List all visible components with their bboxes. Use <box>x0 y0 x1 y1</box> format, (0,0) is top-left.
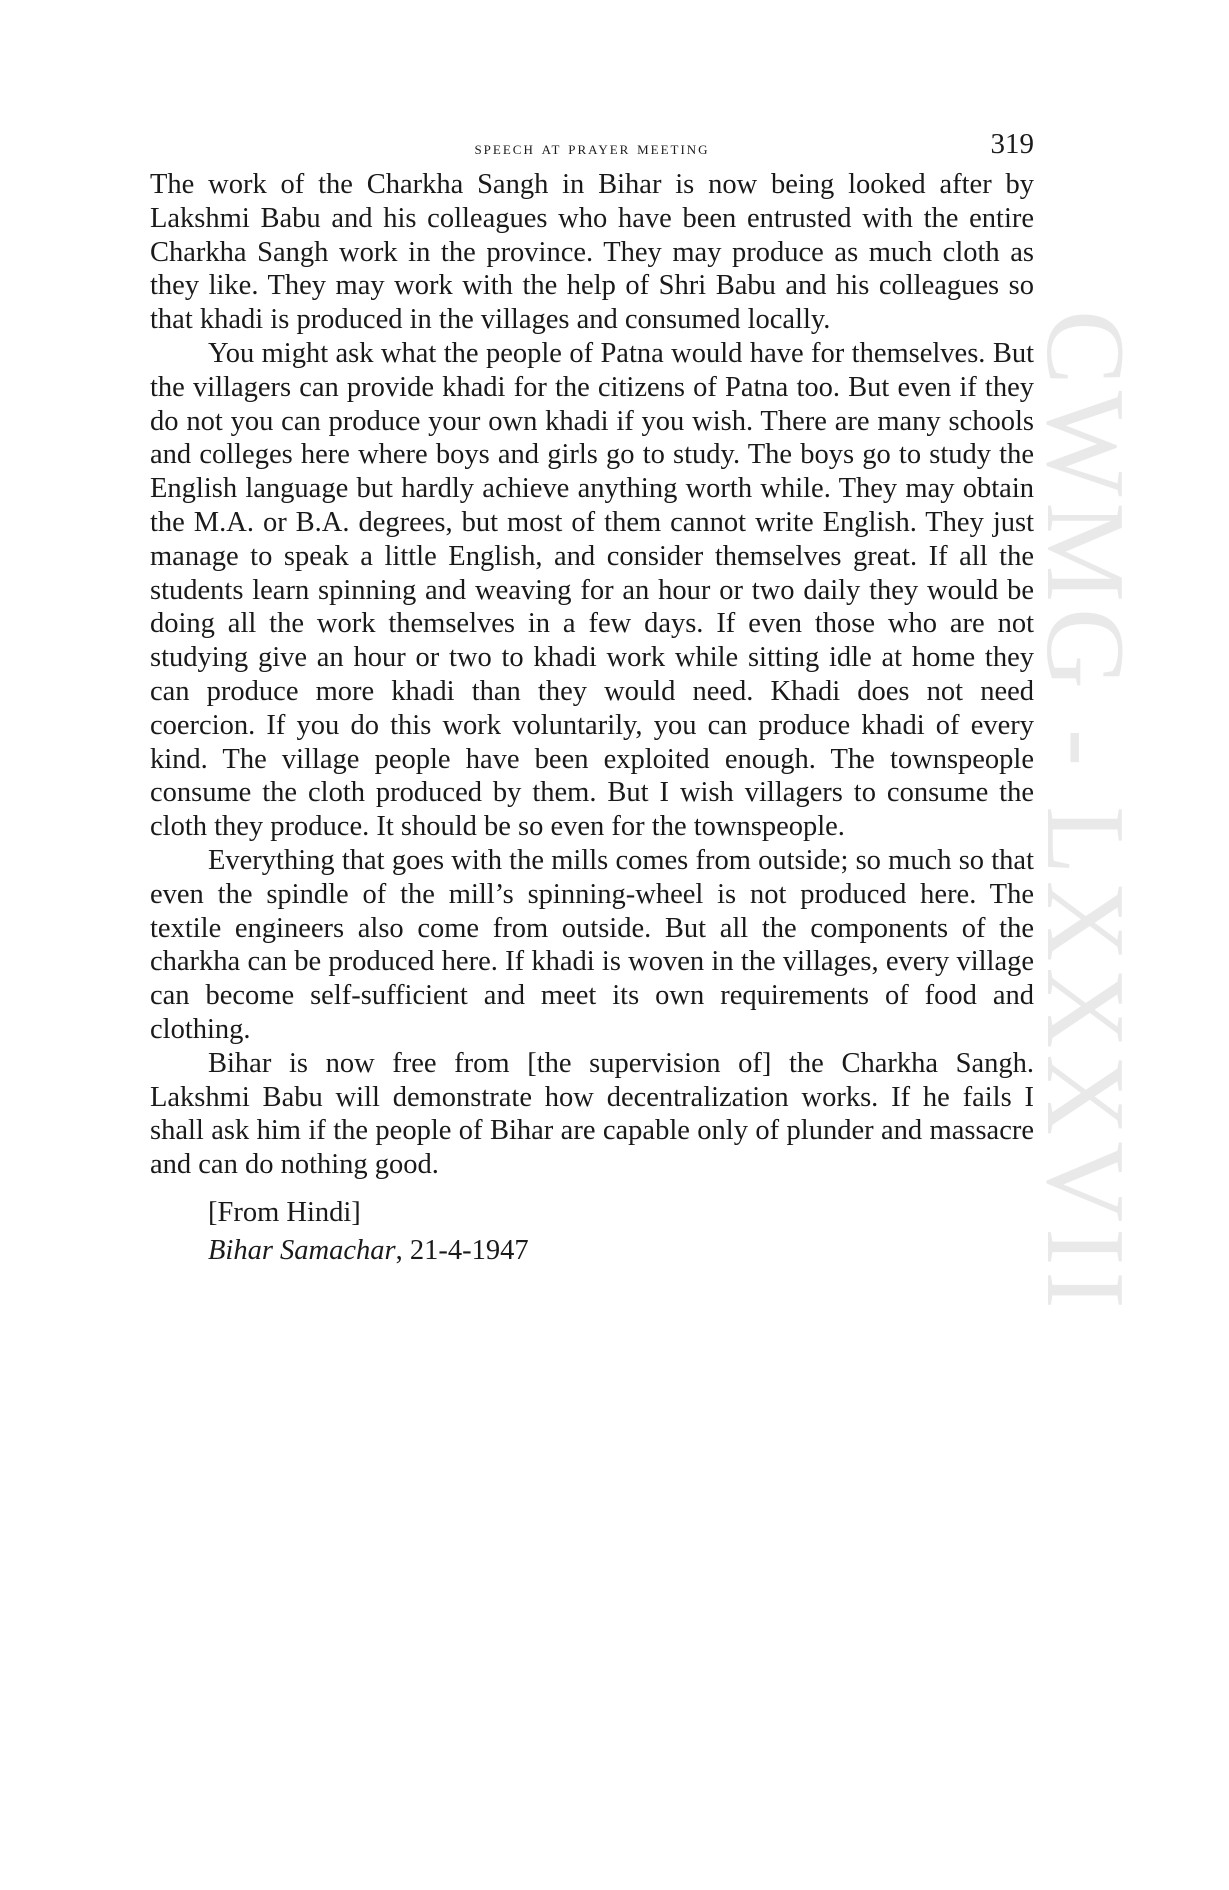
source-citation <box>150 1194 1034 1270</box>
paragraph-4: Bihar is now free from [the supervision of] the Charkha Sangh. Lakshmi Babu will demonstrate how decentralization works. If he fails I shall ask him if the people of Bihar are capable only of plunder and massacre and can do nothing good. <box>150 1047 1034 1181</box>
running-title: speech at prayer meeting <box>474 138 710 159</box>
paragraph-2: You might ask what the people of Patna would have for themselves. But the villagers can provide khadi for the citizens of Patna too. But even if they do not you can produce your own khadi if you wish. There are many schools and colleges here where boys and girls go to study. The boys go to study the English language but hardly achieve anything worth while. They may obtain the M.A. or B.A. degrees, but most of them cannot write English. They just manage to speak a little English, and consider themselves great. If all the students learn spinning and weaving for an hour or two daily they would be doing all the work themselves in a few days. If even those who are not studying give an hour or two to khadi work while sitting idle at home they can produce more khadi than they would need. Khadi does not need coercion. If you do this work voluntarily, you can produce khadi of every kind. The village people have been exploited enough. The townspeople consume the cloth produced by them. But I wish villagers to consume the cloth they produce. It should be so even for the townspeople. <box>150 337 1034 843</box>
paragraph-1: The work of the Charkha Sangh in Bihar is now being looked after by Lakshmi Babu and his colleagues who have been entrusted with the entire Charkha Sangh work in the province. They may produce as much cloth as they like. They may work with the help of Shri Babu and his colleagues so that khadi is produced in the villages and consumed locally. <box>150 169 1034 336</box>
publication-date: , 21-4-1947 <box>395 1234 529 1266</box>
publication-name: Bihar Samachar <box>208 1234 396 1266</box>
volume-watermark <box>1023 310 1147 1570</box>
body-text <box>150 168 1034 1182</box>
watermark-text: CWMG - LXXXVII <box>1023 310 1147 1315</box>
book-page <box>150 128 1034 1270</box>
page-number: 319 <box>990 128 1034 160</box>
running-head <box>150 128 1034 168</box>
translation-note: [From Hindi] <box>208 1196 361 1228</box>
paragraph-3: Everything that goes with the mills comes from outside; so much so that even the spindle of the mill’s spinning-wheel is not produced here. The textile engineers also come from outside. But all the components of the charkha can be produced here. If khadi is woven in the villages, every village can become self-sufficient and meet its own requirements of food and clothing. <box>150 844 1034 1045</box>
publication-line <box>208 1232 1034 1270</box>
